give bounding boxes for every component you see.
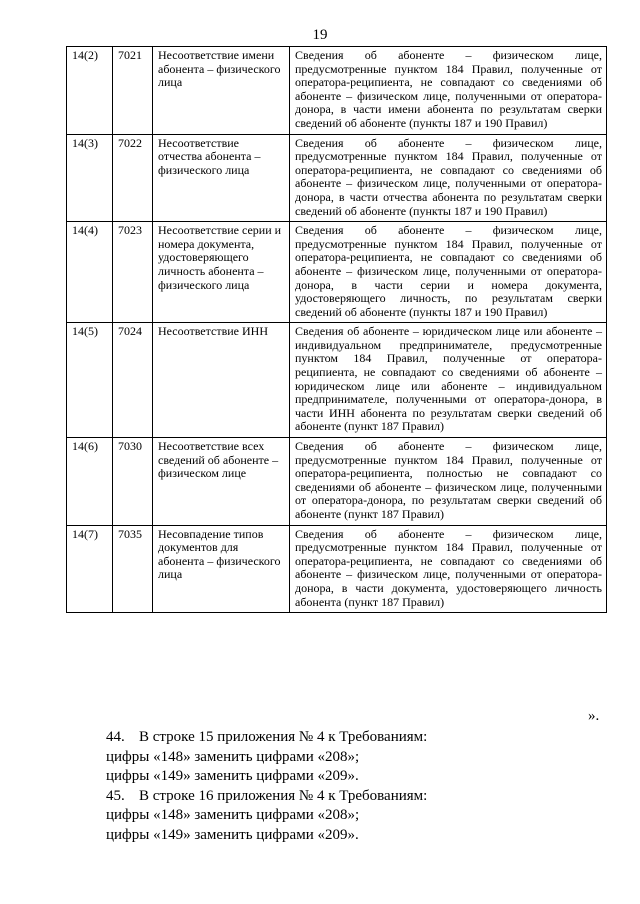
item-text: В строке 16 приложения № 4 к Требованиям: (139, 787, 428, 804)
error-name: Несовпадение типов документов для абонента – физического лица (153, 525, 290, 613)
closing-quote: ». (588, 708, 600, 724)
error-code: 7035 (113, 525, 153, 613)
error-codes-table (66, 46, 607, 613)
error-name: Несоответствие ИНН (153, 323, 290, 438)
page-number: 19 (312, 27, 328, 43)
row-number: 14(5) (67, 323, 113, 438)
table-row (67, 438, 607, 526)
table-row (67, 222, 607, 323)
error-code: 7023 (113, 222, 153, 323)
item-number: 44. (106, 729, 125, 745)
row-number: 14(7) (67, 525, 113, 613)
error-description: Сведения об абоненте – физическом лице, предусмотренные пунктом 184 Правил, полученные от оператора-реципиента, полностью не совпадают со сведениями об абоненте – физическом лице, полученными от оператора-донора, по результатам сверки сведений об абоненте (пункт 187 Правил) (290, 438, 607, 526)
table-row (67, 525, 607, 613)
row-number: 14(4) (67, 222, 113, 323)
item-45-line-2: цифры «149» заменить цифрами «209». (106, 826, 359, 843)
error-name: Несоответствие серии и номера документа, удостоверяющего личность абонента – физического лица (153, 222, 290, 323)
table-row (67, 323, 607, 438)
error-code: 7022 (113, 134, 153, 222)
item-number: 45. (106, 787, 125, 804)
table-row (67, 47, 607, 135)
error-description: Сведения об абоненте – физическом лице, предусмотренные пунктом 184 Правил, полученные от оператора-реципиента, не совпадают со сведениями об абоненте – физическом лице, полученными от оператора-донора, в части документа, удостоверяющего личность абонента (пункт 187 Правил) (290, 525, 607, 613)
error-description: Сведения об абоненте – физическом лице, предусмотренные пунктом 184 Правил, полученные от оператора-реципиента, не совпадают со сведениями об абоненте – физическом лице, полученными от оператора-донора, в части отчества абонента по результатам сверки сведений об абоненте (пункты 187 и 190 Правил) (290, 134, 607, 222)
error-description: Сведения об абоненте – физическом лице, предусмотренные пунктом 184 Правил, полученные от оператора-реципиента, не совпадают со сведениями об абоненте – физическом лице, полученными от оператора-донора, в части имени абонента по результатам сверки сведений об абоненте (пункты 187 и 190 Правил) (290, 47, 607, 135)
item-44-line-2: цифры «149» заменить цифрами «209». (106, 768, 359, 784)
row-number: 14(3) (67, 134, 113, 222)
item-45-line-1: цифры «148» заменить цифрами «208»; (106, 807, 360, 823)
row-number: 14(2) (67, 47, 113, 135)
error-name: Несоответствие имени абонента – физического лица (153, 47, 290, 135)
error-code: 7030 (113, 438, 153, 526)
error-description: Сведения об абоненте – юридическом лице или абоненте – индивидуальном предпринимателе, предусмотренные пунктом 184 Правил, полученные от оператора-реципиента, не совпадают со сведениями об абоненте – юридическом лице или абоненте – индивидуальном предпринимателе, полученными от оператора-донора, в части ИНН абонента по результатам сверки сведений об абоненте (пункт 187 Правил) (290, 323, 607, 438)
item-44-line-1: цифры «148» заменить цифрами «208»; (106, 748, 360, 765)
row-number: 14(6) (67, 438, 113, 526)
error-code: 7021 (113, 47, 153, 135)
error-name: Несоответствие отчества абонента – физического лица (153, 134, 290, 222)
error-name: Несоответствие всех сведений об абоненте – физическом лице (153, 438, 290, 526)
item-44-heading (106, 728, 606, 748)
table-row (67, 134, 607, 222)
item-text: В строке 15 приложения № 4 к Требованиям: (139, 729, 428, 745)
error-description: Сведения об абоненте – физическом лице, предусмотренные пунктом 184 Правил, полученные от оператора-реципиента, не совпадают со сведениями об абоненте – физическом лице, полученными от оператора-донора, в части серии и номера документа, удостоверяющего личность, по результатам сверки сведений об абоненте (пункты 187 и 190 Правил) (290, 222, 607, 323)
amendment-instructions (106, 728, 606, 845)
item-45-heading (106, 787, 606, 807)
error-code: 7024 (113, 323, 153, 438)
